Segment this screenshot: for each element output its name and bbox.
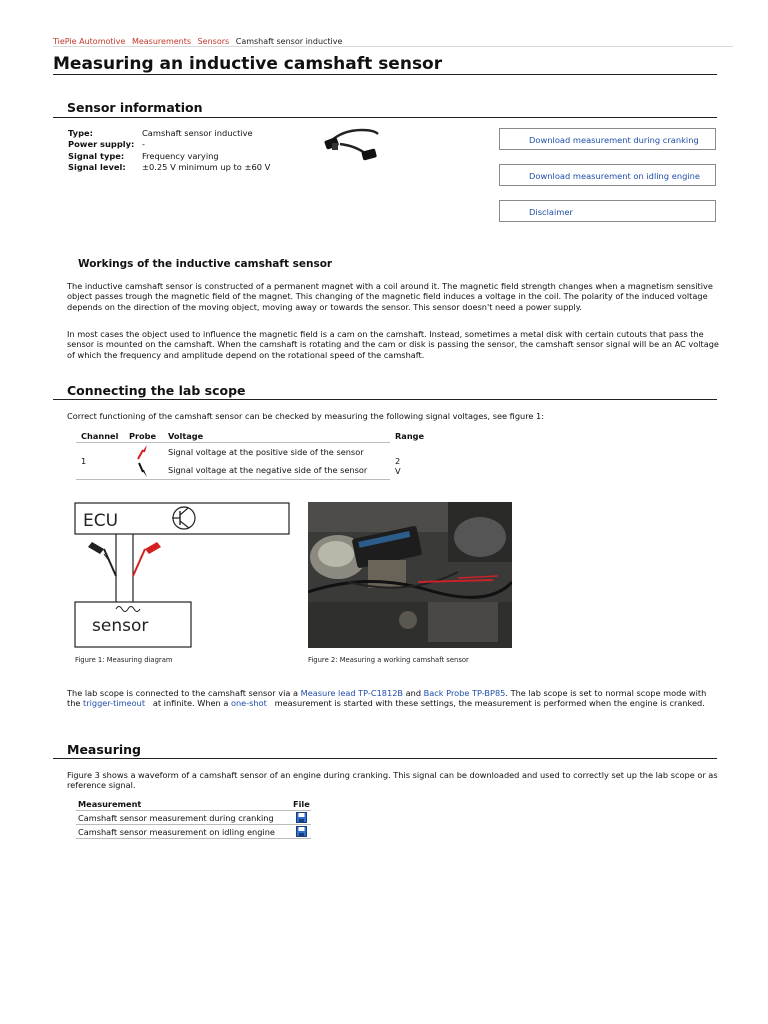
col-header-probe: Probe [129, 431, 157, 441]
workings-heading: Workings of the inductive camshaft sensor [78, 258, 333, 270]
table-row [76, 811, 311, 825]
workings-paragraph-2: In most cases the object used to influence the magnetic field is a cam on the camshaft. Instead, sometimes a metal disk with certain cutouts that pass the sensor is mounted on the camshaft. When the camshaft is rotating and the cam or disk is passing the sensor, the camshaft sensor signal will be an AC voltage of which the frequency and amplitude depend on the rotational speed of the camshaft. [67, 329, 719, 360]
breadcrumb-link-measurements[interactable]: Measurements [131, 37, 192, 46]
one-shot-link[interactable]: one-shot [230, 698, 267, 709]
title-rule [53, 74, 717, 75]
sensor-label: sensor [92, 616, 149, 636]
voltage-positive: Signal voltage at the positive side of the sensor [168, 447, 364, 457]
sensor-image [322, 124, 384, 164]
trigger-timeout-link[interactable]: trigger-timeout [83, 698, 146, 709]
engine-photo [308, 502, 512, 648]
breadcrumb-current: Camshaft sensor inductive [235, 37, 343, 46]
range-value: 2 V [395, 456, 401, 476]
col-header-channel: Channel [81, 431, 119, 441]
workings-paragraph-1: The inductive camshaft sensor is constructed of a permanent magnet with a coil around it. The magnetic field strength changes when a magnetism sensitive object passes trough the magnetic field of the magnet. This changing of the magnetic field induces a voltage in the coil. The polarity of the induced voltage depends on the direction of the moving object, moving away or towards the sensor. This sensor doesn't need a power supply. [67, 281, 713, 312]
breadcrumb-link-sensors[interactable]: Sensors [197, 37, 230, 46]
measurement-idling-label: Camshaft sensor measurement on idling engine [78, 827, 275, 837]
table-row [76, 825, 311, 839]
sensor-row-type: Type: Camshaft sensor inductive [68, 128, 253, 138]
sensor-row-power: Power supply: - [68, 139, 145, 150]
back-probe-link[interactable]: Back Probe TP-BP85 [423, 688, 506, 698]
connecting-text-4: at infinite. When a [145, 698, 231, 709]
black-probe-icon [136, 462, 148, 478]
disclaimer-button[interactable]: Disclaimer [499, 200, 716, 222]
col-header-file: File [293, 799, 310, 809]
voltage-negative: Signal voltage at the negative side of the sensor [168, 465, 368, 475]
measuring-rule [53, 758, 717, 759]
sensor-info-list [68, 128, 270, 173]
connecting-heading: Connecting the lab scope [67, 383, 246, 398]
red-clip-icon [133, 542, 161, 576]
measuring-heading: Measuring [67, 742, 141, 757]
connecting-text-1: The lab scope is connected to the camshaft sensor via a [67, 688, 301, 698]
figure1-caption: Figure 1: Measuring diagram [75, 656, 173, 664]
measurement-cranking-label: Camshaft sensor measurement during cranking [78, 813, 274, 823]
download-file-icon[interactable] [296, 826, 307, 837]
page-title: Measuring an inductive camshaft sensor [53, 54, 443, 74]
connecting-text-5: measurement is started with these settings, the measurement is performed when the engine is cranked. [266, 698, 705, 709]
download-cranking-button[interactable]: Download measurement during cranking [499, 128, 716, 150]
connecting-text-2: and [403, 688, 424, 698]
red-probe-icon [136, 444, 148, 460]
measuring-intro: Figure 3 shows a waveform of a camshaft sensor of an engine during cranking. This signal can be downloaded and used to correctly set up the lab scope or as reference signal. [67, 770, 718, 791]
measuring-diagram [74, 502, 292, 650]
channel-table [76, 429, 425, 480]
measurement-table [76, 798, 311, 839]
sensor-row-signal-type: Signal type: Frequency varying [68, 150, 219, 161]
ecu-label: ECU [83, 511, 119, 531]
connecting-text-3: . The lab scope is set to normal scope mode with the [67, 688, 707, 709]
download-file-icon[interactable] [296, 812, 307, 823]
connecting-rule [53, 399, 717, 400]
connecting-intro: Correct functioning of the camshaft sensor can be checked by measuring the following signal voltages, see figure 1: [67, 411, 545, 421]
breadcrumb-link-tiepie[interactable]: TiePie Automotive [53, 37, 126, 46]
channel-value: 1 [81, 456, 87, 466]
sensor-info-rule [53, 117, 717, 118]
measure-lead-link[interactable]: Measure lead TP-C1812B [300, 688, 404, 698]
download-idling-button[interactable]: Download measurement on idling engine [499, 164, 716, 186]
black-clip-icon [88, 542, 116, 576]
breadcrumb-divider [53, 46, 733, 47]
col-header-range: Range [395, 431, 425, 441]
table-row [76, 443, 401, 480]
figure2-caption: Figure 2: Measuring a working camshaft sensor [308, 656, 469, 664]
col-header-voltage: Voltage [168, 431, 204, 441]
breadcrumb [53, 37, 342, 46]
col-header-measurement: Measurement [78, 799, 142, 809]
sensor-row-signal-level: Signal level: ±0.25 V minimum up to ±60 V [68, 161, 271, 172]
connecting-paragraph [67, 688, 719, 709]
sensor-info-heading: Sensor information [67, 100, 203, 115]
